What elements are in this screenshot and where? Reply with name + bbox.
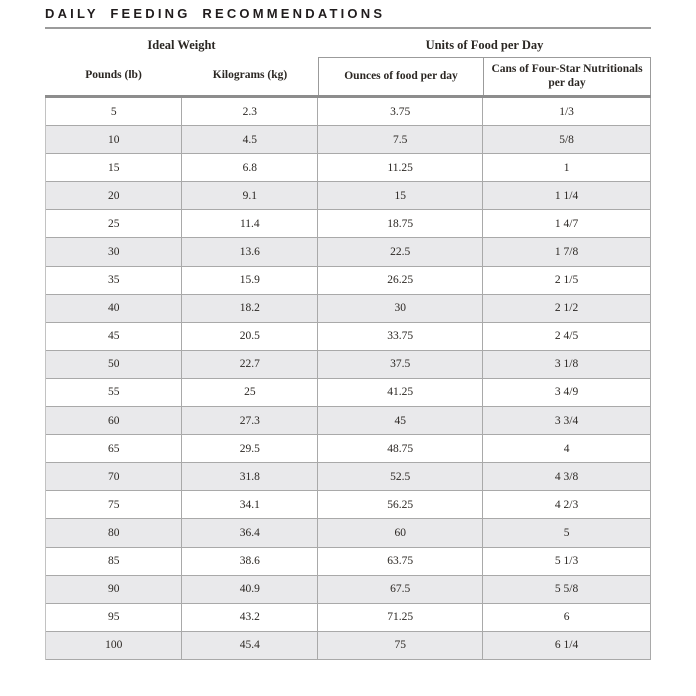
table-row [46,351,650,379]
table-cell: 18.2 [182,295,318,322]
table-cell: 41.25 [318,379,483,406]
table-row [46,463,650,491]
table-cell: 4 3/8 [554,470,579,483]
table-row [46,548,650,576]
table-cell: 15.9 [182,267,318,294]
table-row [46,267,650,295]
table-cell: 4 2/3 [554,498,579,511]
table-cell: 75 [46,491,182,518]
table-cell: 45.4 [182,632,318,659]
table-cell: 20.5 [182,323,318,350]
table-row [46,98,650,126]
table-cell: 71.25 [318,604,483,631]
table-cell: 5/8 [559,133,574,146]
table-cell: 1 1/4 [554,189,579,202]
table-cell: 26.25 [318,267,483,294]
table-row [46,632,650,660]
table-row [46,519,650,547]
table-cell: 22.7 [182,351,318,378]
table-cell: 55 [46,379,182,406]
table-cell: 9.1 [182,182,318,209]
table-cell: 10 [46,126,182,153]
table-cell: 2 1/2 [554,302,579,315]
table-cell: 6 [563,611,570,624]
table-cell: 15 [46,154,182,181]
table-cell: 29.5 [182,435,318,462]
table-cell: 95 [46,604,182,631]
table-cell: 45 [46,323,182,350]
table-row [46,407,650,435]
table-cell: 22.5 [318,238,483,265]
table-cell: 1 7/8 [554,246,579,259]
table-cell: 33.75 [318,323,483,350]
table-cell: 31.8 [182,463,318,490]
table-cell: 3 3/4 [554,414,579,427]
table-cell: 3 1/8 [554,358,579,371]
table-cell: 2.3 [182,98,318,125]
table-cell: 34.1 [182,491,318,518]
table-cell: 2 1/5 [554,274,579,287]
table-cell: 11.4 [182,210,318,237]
table-cell: 60 [46,407,182,434]
table-cell: 6 1/4 [554,639,579,652]
table-cell: 5 [563,526,570,539]
table-cell: 25 [46,210,182,237]
table-cell: 25 [182,379,318,406]
group-header-units-of-food: Units of Food per Day [425,37,544,52]
table-cell: 35 [46,267,182,294]
table-cell: 75 [318,632,483,659]
table-cell: 56.25 [318,491,483,518]
table-cell: 80 [46,519,182,546]
table-cell: 27.3 [182,407,318,434]
table-cell: 1 4/7 [554,217,579,230]
table-cell: 48.75 [318,435,483,462]
table-cell: 5 [46,98,182,125]
table-cell: 38.6 [182,548,318,575]
table-row [46,435,650,463]
table-cell: 63.75 [318,548,483,575]
table-cell: 20 [46,182,182,209]
table-cell: 6.8 [182,154,318,181]
table-cell: 100 [46,632,182,659]
table-row [46,210,650,238]
table-row [46,379,650,407]
table-row [46,323,650,351]
table-cell: 50 [46,351,182,378]
table-cell: 52.5 [318,463,483,490]
table-cell: 3 4/9 [554,386,579,399]
table-cell: 60 [318,519,483,546]
table-column-header-row [45,57,651,95]
column-header-ounces-per-day: Ounces of food per day [318,57,483,95]
table-cell: 13.6 [182,238,318,265]
table-row [46,182,650,210]
table-row [46,491,650,519]
table-cell: 4.5 [182,126,318,153]
table-row [46,576,650,604]
table-row [46,604,650,632]
group-header-ideal-weight: Ideal Weight [147,37,216,52]
table-cell: 1/3 [559,105,574,118]
page-title: DAILY FEEDING RECOMMENDATIONS [45,6,386,21]
table-cell: 36.4 [182,519,318,546]
table-row [46,154,650,182]
table-cell: 90 [46,576,182,603]
table-cell: 2 4/5 [554,330,579,343]
table-cell: 30 [318,295,483,322]
table-cell: 7.5 [318,126,483,153]
table-cell: 3.75 [318,98,483,125]
table-cell: 5 1/3 [554,555,579,568]
column-header-kilograms: Kilograms (kg) [212,69,288,82]
table-cell: 11.25 [318,154,483,181]
table-group-header-row [45,29,651,57]
table-cell: 45 [318,407,483,434]
column-header-pounds: Pounds (lb) [85,69,142,82]
table-cell: 85 [46,548,182,575]
table-cell: 37.5 [318,351,483,378]
table-cell: 40 [46,295,182,322]
table-cell: 65 [46,435,182,462]
table-cell: 18.75 [318,210,483,237]
feeding-table [45,29,651,660]
table-row [46,295,650,323]
table-cell: 70 [46,463,182,490]
table-cell: 40.9 [182,576,318,603]
table-row [46,126,650,154]
table-cell: 43.2 [182,604,318,631]
table-cell: 15 [318,182,483,209]
table-cell: 1 [563,161,570,174]
column-header-cans-per-day: Cans of Four-Star Nutritionals per day [483,57,651,95]
table-body [45,98,651,660]
table-row [46,238,650,266]
table-cell: 30 [46,238,182,265]
table-cell: 4 [563,442,570,455]
table-cell: 5 5/8 [554,583,579,596]
table-cell: 67.5 [318,576,483,603]
